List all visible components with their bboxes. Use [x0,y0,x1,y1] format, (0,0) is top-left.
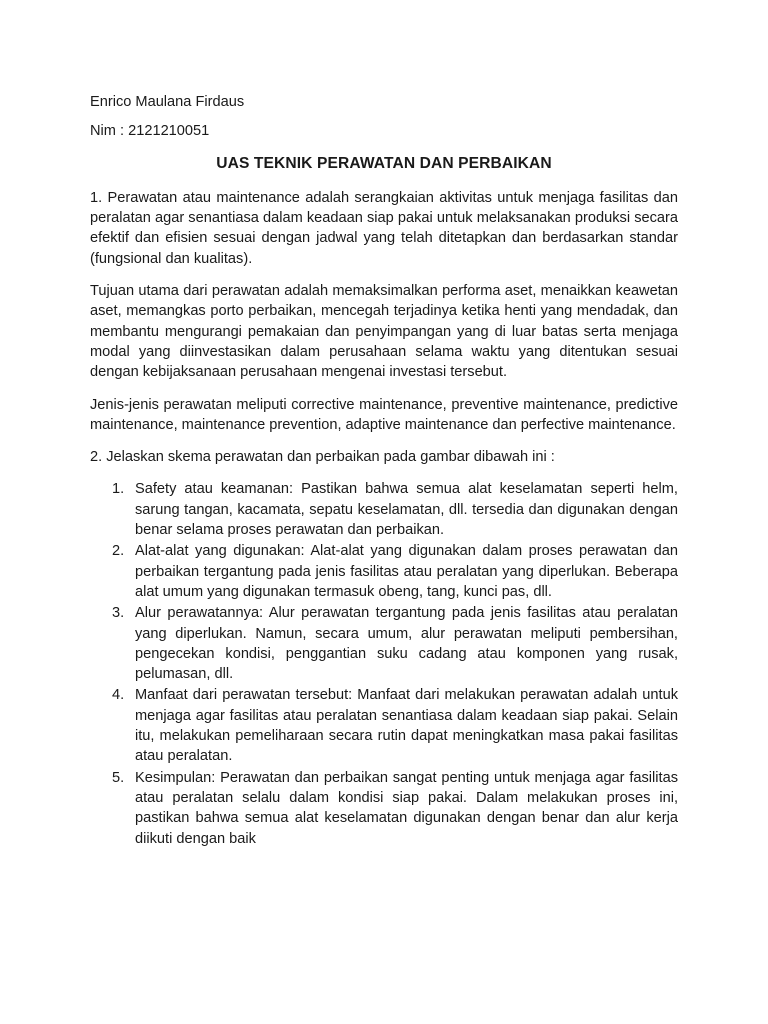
list-item-number: 2. [112,543,125,560]
list-item-text: Alur perawatannya: Alur perawatan tergantung pada jenis fasilitas atau peralatan yang diperlukan. Namun, secara umum, alur perawatan meliputi pembersihan, pengecekan kondisi, penggantian suku cadang atau komponen yang rusak, pelumasan, dll. [135,605,678,683]
list-item [90,685,678,766]
list-item [90,768,678,849]
student-id: Nim : 2121210051 [90,123,210,140]
list-item [90,479,678,540]
list-item-number: 3. [112,605,125,622]
list-item-number: 5. [112,769,125,786]
document-page [90,92,678,850]
list-item-text: Safety atau keamanan: Pastikan bahwa semua alat keselamatan seperti helm, sarung tangan, kacamata, sepatu keselamatan, dll. tersedia dan digunakan dengan benar selama proses perawatan dan perbaikan. [135,481,678,539]
list-item [90,541,678,602]
list-item-number: 1. [112,481,125,498]
document-title: UAS TEKNIK PERAWATAN DAN PERBAIKAN [216,154,552,172]
paragraph-purpose: Tujuan utama dari perawatan adalah memaksimalkan performa aset, menaikkan keawetan aset, memangkas porto perbaikan, mencegah terjadinya ketika henti yang mendadak, dan membantu mengurangi pemakaian dan penyimpangan yang di luar batas serta menjaga modal yang diinvestasikan dalam perusahaan selama waktu yang ditentukan sesuai dengan kebijaksanaan perusahaan mengenai investasi tersebut. [90,283,678,381]
answer-list [90,479,678,848]
list-item-text: Alat-alat yang digunakan: Alat-alat yang digunakan dalam proses perawatan dan perbaikan tergantung pada jenis fasilitas atau peralatan yang diperlukan. Beberapa alat umum yang digunakan termasuk obeng, tang, kunci pas, dll. [135,543,678,600]
author-name: Enrico Maulana Firdaus [90,94,245,110]
list-item-text: Kesimpulan: Perawatan dan perbaikan sangat penting untuk menjaga agar fasilitas atau peralatan selalu dalam kondisi siap pakai. Dalam melakukan proses ini, pastikan bahwa semua alat keselamatan digunakan dengan benar dan alur kerja diikuti dengan baik [135,769,678,847]
list-item [90,603,678,684]
list-item-number: 4. [112,687,125,704]
list-item-text: Manfaat dari perawatan tersebut: Manfaat dari melakukan perawatan adalah untuk menjaga agar fasilitas atau peralatan senantiasa dalam keadaan siap pakai. Selain itu, melakukan pemeliharaan secara rutin dapat meningkatkan masa pakai fasilitas atau peralatan. [135,687,678,765]
paragraph-types: Jenis-jenis perawatan meliputi corrective maintenance, preventive maintenance, predictive maintenance, maintenance prevention, adaptive maintenance dan perfective maintenance. [90,396,678,433]
paragraph-definition: 1. Perawatan atau maintenance adalah serangkaian aktivitas untuk menjaga fasilitas dan peralatan agar senantiasa dalam keadaan siap pakai untuk melaksanakan produksi secara efektif dan efisien sesuai dengan jadwal yang telah ditetapkan dan berdasarkan standar (fungsional dan kualitas). [90,189,678,267]
question-2: 2. Jelaskan skema perawatan dan perbaikan pada gambar dibawah ini : [90,449,555,466]
